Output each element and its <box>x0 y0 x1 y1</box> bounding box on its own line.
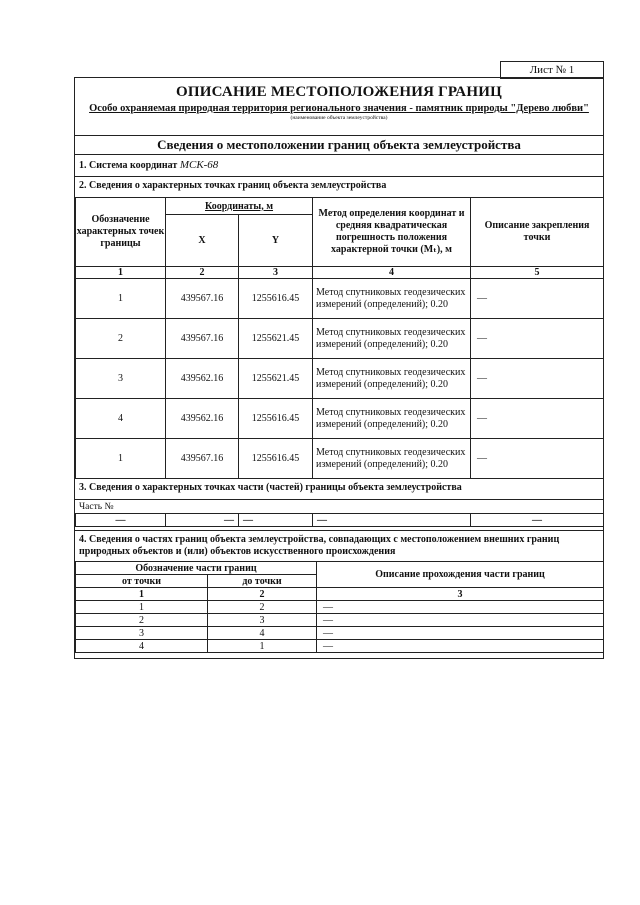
coordinate-system-value: МСК-68 <box>179 159 219 171</box>
x-coordinate: 439567.16 <box>166 279 239 319</box>
description-cell: — <box>317 627 604 640</box>
empty-cell: — <box>239 514 313 527</box>
fixing-cell: — <box>471 399 604 439</box>
table-row <box>76 640 604 653</box>
to-point: 4 <box>208 627 317 640</box>
y-coordinate: 1255616.45 <box>239 399 313 439</box>
fixing-cell: — <box>471 439 604 479</box>
coordinate-system-label: 1. Система координат <box>79 160 178 171</box>
column-number: 2 <box>166 267 239 279</box>
column-number: 1 <box>76 267 166 279</box>
header-x: X <box>166 215 239 267</box>
header-coordinates: Координаты, м <box>166 198 313 215</box>
table-row <box>76 627 604 640</box>
document-title: ОПИСАНИЕ МЕСТОПОЛОЖЕНИЯ ГРАНИЦ <box>176 84 502 100</box>
x-coordinate: 439567.16 <box>166 319 239 359</box>
column-number: 5 <box>471 267 604 279</box>
section-heading: Сведения о местоположении границ объекта землеустройства <box>75 135 603 153</box>
method-cell: Метод спутниковых геодезических измерений (определений); 0.20 <box>313 399 471 439</box>
from-point: 1 <box>76 601 208 614</box>
table-row <box>76 514 604 527</box>
column-number: 1 <box>76 588 208 601</box>
empty-cell: — <box>166 514 239 527</box>
header-point-designation: Обозначение характерных точек границы <box>76 198 166 267</box>
description-cell: — <box>317 614 604 627</box>
fixing-cell: — <box>471 319 604 359</box>
x-coordinate: 439562.16 <box>166 359 239 399</box>
empty-cell: — <box>471 514 604 527</box>
section3-label: 3. Сведения о характерных точках части (частей) границы объекта землеустройства <box>75 478 603 498</box>
table-row <box>76 614 604 627</box>
table-row <box>76 319 604 359</box>
column-number: 3 <box>317 588 604 601</box>
boundary-parts-table <box>75 561 604 653</box>
point-number: 1 <box>76 279 166 319</box>
header-y: Y <box>239 215 313 267</box>
header-to-point: до точки <box>208 575 317 588</box>
to-point: 2 <box>208 601 317 614</box>
fixing-cell: — <box>471 279 604 319</box>
y-coordinate: 1255616.45 <box>239 279 313 319</box>
method-cell: Метод спутниковых геодезических измерений (определений); 0.20 <box>313 319 471 359</box>
header-description: Описание прохождения части границ <box>317 562 604 588</box>
method-cell: Метод спутниковых геодезических измерений (определений); 0.20 <box>313 279 471 319</box>
to-point: 1 <box>208 640 317 653</box>
header-method: Метод определения координат и средняя квадратическая погрешность положения характерной точки (Mₜ), м <box>313 198 471 267</box>
column-number: 3 <box>239 267 313 279</box>
from-point: 4 <box>76 640 208 653</box>
point-number: 4 <box>76 399 166 439</box>
method-cell: Метод спутниковых геодезических измерений (определений); 0.20 <box>313 359 471 399</box>
table-row <box>76 399 604 439</box>
empty-cell: — <box>313 514 471 527</box>
column-number: 2 <box>208 588 317 601</box>
object-name: Особо охраняемая природная территория регионального значения - памятник природы "Дерево любви" <box>89 103 589 114</box>
section4-label: 4. Сведения о частях границ объекта землеустройства, совпадающих с местоположением внешних границ природных объектов и (или) объектов искусственного происхождения <box>75 530 603 561</box>
column-number: 4 <box>313 267 471 279</box>
point-number: 1 <box>76 439 166 479</box>
table-row <box>76 359 604 399</box>
coordinate-system-row <box>75 154 603 176</box>
title-block <box>75 78 603 135</box>
method-cell: Метод спутниковых геодезических измерений (определений); 0.20 <box>313 439 471 479</box>
from-point: 3 <box>76 627 208 640</box>
part-points-table <box>75 513 604 527</box>
header-fixing: Описание закрепления точки <box>471 198 604 267</box>
x-coordinate: 439562.16 <box>166 399 239 439</box>
empty-cell: — <box>76 514 166 527</box>
sheet-number: Лист № 1 <box>500 61 604 79</box>
y-coordinate: 1255621.45 <box>239 319 313 359</box>
y-coordinate: 1255616.45 <box>239 439 313 479</box>
points-table <box>75 197 604 479</box>
fixing-cell: — <box>471 359 604 399</box>
table-row <box>76 439 604 479</box>
header-from-point: от точки <box>76 575 208 588</box>
description-cell: — <box>317 640 604 653</box>
point-number: 3 <box>76 359 166 399</box>
header-part-designation: Обозначение части границ <box>76 562 317 575</box>
object-name-note: (наименование объекта землеустройства) <box>290 115 388 121</box>
to-point: 3 <box>208 614 317 627</box>
x-coordinate: 439567.16 <box>166 439 239 479</box>
table-row <box>76 601 604 614</box>
point-number: 2 <box>76 319 166 359</box>
part-number-label: Часть № <box>75 499 603 513</box>
y-coordinate: 1255621.45 <box>239 359 313 399</box>
from-point: 2 <box>76 614 208 627</box>
table-row <box>76 279 604 319</box>
section2-label: 2. Сведения о характерных точках границ объекта землеустройства <box>75 176 603 196</box>
boundary-description-form <box>74 77 604 659</box>
description-cell: — <box>317 601 604 614</box>
